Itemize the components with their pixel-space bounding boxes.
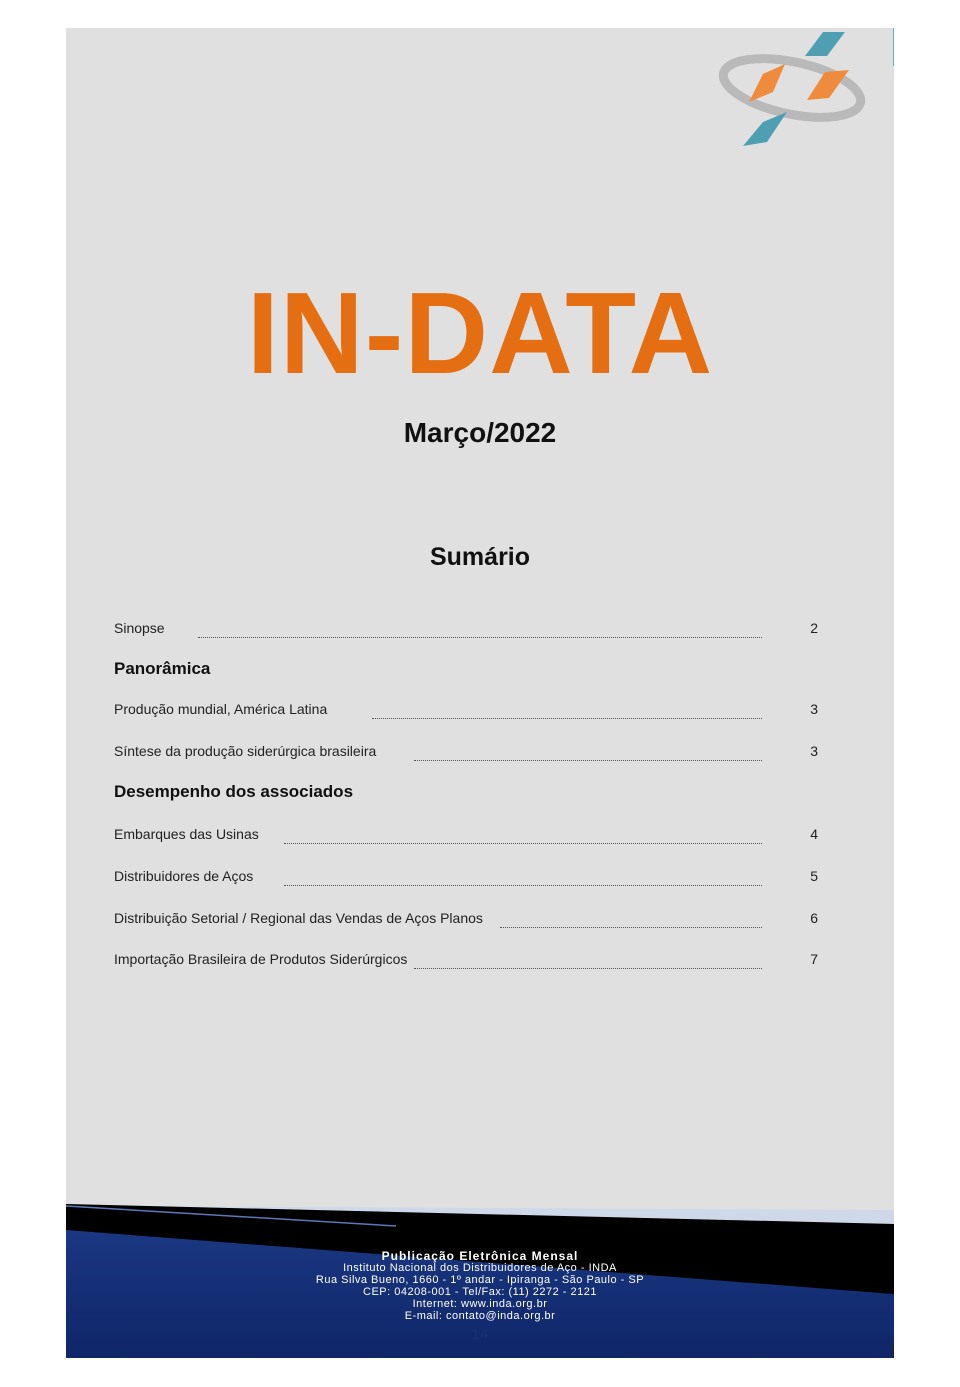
- page-number: 14: [471, 1326, 489, 1343]
- toc-leader-dots: [284, 843, 762, 844]
- toc-item-distribuidores[interactable]: [114, 868, 818, 892]
- toc-item-page: 4: [810, 826, 818, 842]
- footer-email[interactable]: E-mail: contato@inda.org.br: [404, 1310, 556, 1322]
- toc-item-label: Sinopse: [114, 620, 165, 636]
- inda-logo: [715, 30, 870, 150]
- toc-item-embarques[interactable]: [114, 826, 818, 850]
- toc-leader-dots: [198, 637, 762, 638]
- document-title: IN-DATA: [246, 268, 714, 398]
- footer-address: Rua Silva Bueno, 1660 - 1º andar - Ipiranga - São Paulo - SP: [315, 1274, 645, 1286]
- footer-institute: Instituto Nacional dos Distribuidores de Aço - INDA: [343, 1262, 617, 1274]
- toc-item-label: Embarques das Usinas: [114, 826, 259, 842]
- toc-section-desempenho: Desempenho dos associados: [114, 782, 354, 801]
- toc-item-page: 2: [810, 620, 818, 636]
- toc-item-importacao[interactable]: [114, 951, 818, 975]
- toc-item-label: Distribuição Setorial / Regional das Vendas de Aços Planos: [114, 910, 483, 926]
- toc-item-sinopse[interactable]: [114, 620, 818, 644]
- toc-item-page: 5: [810, 868, 818, 884]
- toc-item-page: 7: [810, 951, 818, 967]
- toc-leader-dots: [284, 885, 762, 886]
- toc-item-distribuicao-setorial[interactable]: [114, 910, 818, 934]
- toc-item-sintese[interactable]: [114, 743, 818, 767]
- toc-leader-dots: [500, 927, 762, 928]
- footer-publication: Publicação Eletrônica Mensal: [381, 1249, 579, 1263]
- toc-item-label: Síntese da produção siderúrgica brasileira: [114, 743, 377, 759]
- toc-item-label: Distribuidores de Aços: [114, 868, 254, 884]
- page-edge-line: [893, 28, 894, 66]
- toc-item-producao-mundial[interactable]: [114, 701, 818, 725]
- toc-item-label: Produção mundial, América Latina: [114, 701, 328, 717]
- toc-item-page: 3: [810, 743, 818, 759]
- document-period: Março/2022: [403, 417, 557, 448]
- footer-phone: CEP: 04208-001 - Tel/Fax: (11) 2272 - 2121: [363, 1286, 597, 1298]
- toc-item-page: 6: [810, 910, 818, 926]
- toc-leader-dots: [414, 968, 762, 969]
- toc-leader-dots: [414, 760, 762, 761]
- toc-section-panoramica: Panorâmica: [114, 659, 211, 678]
- toc-heading: Sumário: [429, 543, 531, 571]
- toc-item-label: Importação Brasileira de Produtos Siderúrgicos: [114, 951, 408, 967]
- footer-website[interactable]: Internet: www.inda.org.br: [412, 1298, 548, 1310]
- toc-item-page: 3: [810, 701, 818, 717]
- toc-leader-dots: [372, 718, 762, 719]
- cover-page: [66, 28, 894, 1358]
- page-edge-line-bottom: [893, 1344, 894, 1358]
- footer-contact-block: [66, 1250, 894, 1322]
